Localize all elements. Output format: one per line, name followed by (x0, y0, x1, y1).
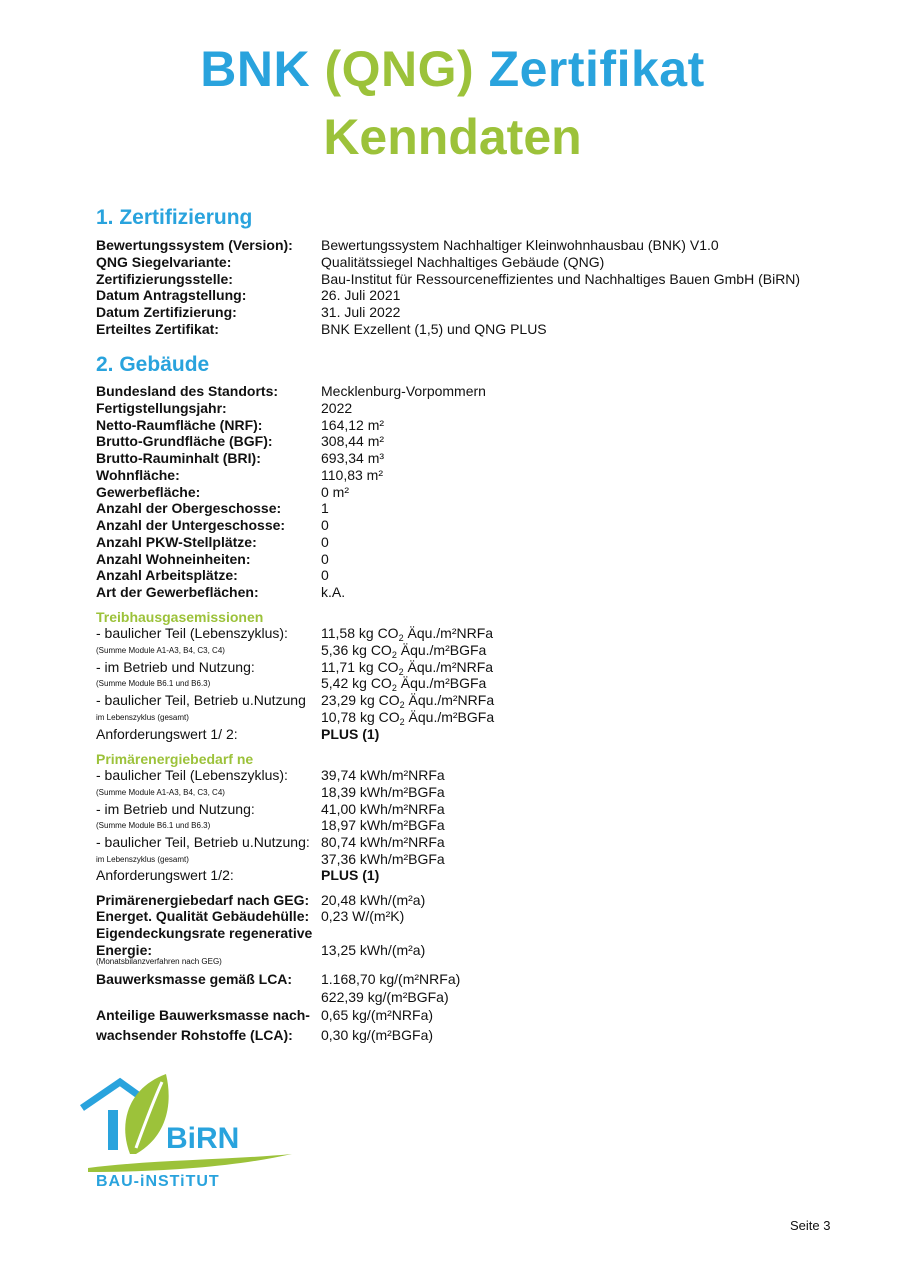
ghg-unit: Äqu./m²NRFa (403, 625, 494, 641)
section2-value: 0 (321, 533, 329, 550)
ghg-unit: Äqu./m²BGFa (396, 675, 487, 692)
pe-value: 18,97 kWh/m²BGFa (321, 817, 445, 834)
ghg-label: - baulicher Teil (Lebenszyklus): (96, 625, 288, 641)
mass-value-2: 622,39 kg/(m²BGFa) (321, 989, 449, 1005)
renew-note: (Monatsbilanzverfahren nach GEG) (96, 957, 222, 966)
section2-label: Bundesland des Standorts: (96, 383, 279, 399)
logo-tagline: BAU-iNSTiTUT (96, 1173, 220, 1190)
section2-value: 164,12 m² (321, 416, 385, 433)
ghg-number: 11,71 (321, 658, 355, 675)
ghg-label: - im Betrieb und Nutzung: (96, 658, 255, 675)
document-subtitle: Kenndaten (323, 109, 582, 165)
co2-prefix: kg CO (358, 658, 399, 675)
birn-logo (78, 1068, 298, 1193)
section1-value: 26. Juli 2021 (321, 287, 401, 304)
ghg-unit: Äqu./m²NRFa (403, 658, 494, 675)
section2-value: 1 (321, 500, 329, 517)
co2-prefix: kg CO (359, 709, 400, 725)
section2-label: Anzahl Wohneinheiten: (96, 550, 251, 567)
ghg-value (321, 709, 494, 726)
co2-subscript: 2 (398, 666, 404, 677)
ghg-value (321, 625, 493, 642)
section1-label: Datum Zertifizierung: (96, 304, 237, 321)
logo-birn-text: BiRN (166, 1122, 240, 1155)
section2-value: 0 (321, 550, 329, 567)
ghg-number: 23,29 (321, 692, 357, 709)
envelope-value: 0,23 W/(m²K) (321, 908, 405, 924)
section2-label: Anzahl der Obergeschosse: (96, 500, 282, 517)
section1-value: BNK Exzellent (1,5) und QNG PLUS (321, 321, 547, 337)
ghg-number: 5,36 (321, 641, 349, 658)
section2-value: 0 (321, 517, 329, 533)
co2-subscript: 2 (399, 717, 405, 727)
ghg-value (321, 692, 494, 709)
section1-label: Datum Antragstellung: (96, 287, 247, 304)
renewable-mass-value-1: 0,65 kg/(m²NRFa) (321, 1007, 434, 1023)
section1-value: Qualitätssiegel Nachhaltiges Gebäude (QNG) (321, 253, 605, 270)
ghg-number: 10,78 (321, 709, 357, 725)
pe-label: im Lebenszyklus (gesamt) (96, 855, 189, 864)
renewable-mass-value-2: 0,30 kg/(m²BGFa) (321, 1027, 434, 1043)
ghg-value (321, 675, 486, 692)
pe-value: 80,74 kWh/m²NRFa (321, 834, 445, 851)
section2-label: Fertigstellungsjahr: (96, 399, 227, 416)
pe-value: 39,74 kWh/m²NRFa (321, 767, 445, 783)
pe-label: - baulicher Teil, Betrieb u.Nutzung: (96, 834, 310, 851)
co2-prefix: kg CO (359, 692, 400, 709)
section2-value: 693,34 m³ (321, 450, 385, 466)
document-title (0, 40, 905, 98)
ghg-label: (Summe Module B6.1 und B6.3) (96, 679, 211, 689)
co2-subscript: 2 (391, 683, 397, 694)
section2-value: k.A. (321, 584, 346, 600)
section2-value: 2022 (321, 399, 353, 416)
title-zertifikat: Zertifikat (474, 41, 705, 97)
section1-label: Zertifizierungsstelle: (96, 270, 233, 287)
page-number: Seite 3 (790, 1218, 831, 1233)
pe-label: (Summe Module B6.1 und B6.3) (96, 821, 211, 831)
section2-value: 0 (321, 567, 329, 584)
co2-prefix: kg CO (358, 625, 399, 641)
section2-label: Gewerbefläche: (96, 483, 201, 500)
section2-value: 0 m² (321, 483, 349, 500)
section2-value: 308,44 m² (321, 433, 385, 450)
ghg-unit: Äqu./m²NRFa (404, 692, 495, 709)
co2-subscript: 2 (391, 649, 397, 660)
renewable-mass-label-1: Anteilige Bauwerksmasse nach- (96, 1007, 310, 1023)
ghg-number: 11,58 (321, 625, 355, 641)
pe-requirement-value: PLUS (1) (321, 867, 380, 883)
pe-requirement-label: Anforderungswert 1/2: (96, 867, 234, 883)
co2-prefix: kg CO (352, 641, 392, 658)
pe-value: 41,00 kWh/m²NRFa (321, 800, 445, 817)
title-qng: (QNG) (324, 41, 475, 97)
ghg-unit: Äqu./m²BGFa (404, 709, 495, 725)
pe-label: - baulicher Teil (Lebenszyklus): (96, 767, 288, 783)
section1-value: 31. Juli 2022 (321, 304, 401, 321)
section1-label: Bewertungssystem (Version): (96, 237, 293, 253)
section1-label: Erteiltes Zertifikat: (96, 321, 219, 337)
ghg-number: 5,42 (321, 675, 349, 692)
renewable-mass-label-2: wachsender Rohstoffe (LCA): (96, 1027, 293, 1043)
section2-label: Anzahl PKW-Stellplätze: (96, 533, 257, 550)
section2-label: Netto-Raumfläche (NRF): (96, 416, 263, 433)
co2-prefix: kg CO (352, 675, 392, 692)
mass-value-1: 1.168,70 kg/(m²NRFa) (321, 971, 461, 987)
section-gebaeude-heading: 2. Gebäude (96, 353, 210, 376)
section2-value: Mecklenburg-Vorpommern (321, 383, 486, 399)
pe-heading: Primärenergiebedarf ne (96, 751, 254, 767)
ghg-label: im Lebenszyklus (gesamt) (96, 713, 189, 722)
envelope-label: Energet. Qualität Gebäudehülle: (96, 908, 310, 924)
ghg-heading: Treibhausgasemissionen (96, 609, 264, 625)
section1-label: QNG Siegelvariante: (96, 253, 232, 270)
section2-label: Brutto-Rauminhalt (BRI): (96, 450, 261, 466)
geg-value: 20,48 kWh/(m²a) (321, 892, 426, 908)
ghg-label: - baulicher Teil, Betrieb u.Nutzung (96, 692, 306, 709)
co2-subscript: 2 (398, 633, 404, 643)
renew-label-1: Eigendeckungsrate regenerative (96, 925, 313, 941)
ghg-label: (Summe Module A1-A3, B4, C3, C4) (96, 645, 225, 655)
geg-label: Primärenergiebedarf nach GEG: (96, 892, 310, 908)
ghg-value (321, 659, 493, 676)
co2-subscript: 2 (399, 700, 405, 711)
section2-label: Brutto-Grundfläche (BGF): (96, 433, 273, 450)
title-bnk: BNK (200, 41, 325, 97)
section-zertifizierung-heading: 1. Zertifizierung (96, 206, 253, 229)
ghg-requirement-label: Anforderungswert 1/ 2: (96, 726, 238, 742)
ghg-unit: Äqu./m²BGFa (396, 641, 487, 658)
pe-label: (Summe Module A1-A3, B4, C3, C4) (96, 787, 225, 797)
section2-label: Art der Gewerbeflächen: (96, 584, 259, 600)
section1-value: Bewertungssystem Nachhaltiger Kleinwohnhausbau (BNK) V1.0 (321, 237, 719, 253)
section2-label: Anzahl der Untergeschosse: (96, 517, 286, 533)
section1-value: Bau-Institut für Ressourceneffizientes und Nachhaltiges Bauen GmbH (BiRN) (321, 270, 801, 287)
pe-value: 37,36 kWh/m²BGFa (321, 851, 445, 867)
pe-value: 18,39 kWh/m²BGFa (321, 783, 445, 800)
ghg-value (321, 642, 486, 659)
pe-label: - im Betrieb und Nutzung: (96, 800, 255, 817)
section2-label: Anzahl Arbeitsplätze: (96, 567, 238, 584)
section2-label: Wohnfläche: (96, 466, 180, 483)
renew-label-2: Energie: (96, 942, 153, 958)
renew-value: 13,25 kWh/(m²a) (321, 942, 426, 958)
ghg-requirement-value: PLUS (1) (321, 726, 380, 742)
mass-label: Bauwerksmasse gemäß LCA: (96, 971, 293, 987)
section2-value: 110,83 m² (321, 466, 383, 483)
